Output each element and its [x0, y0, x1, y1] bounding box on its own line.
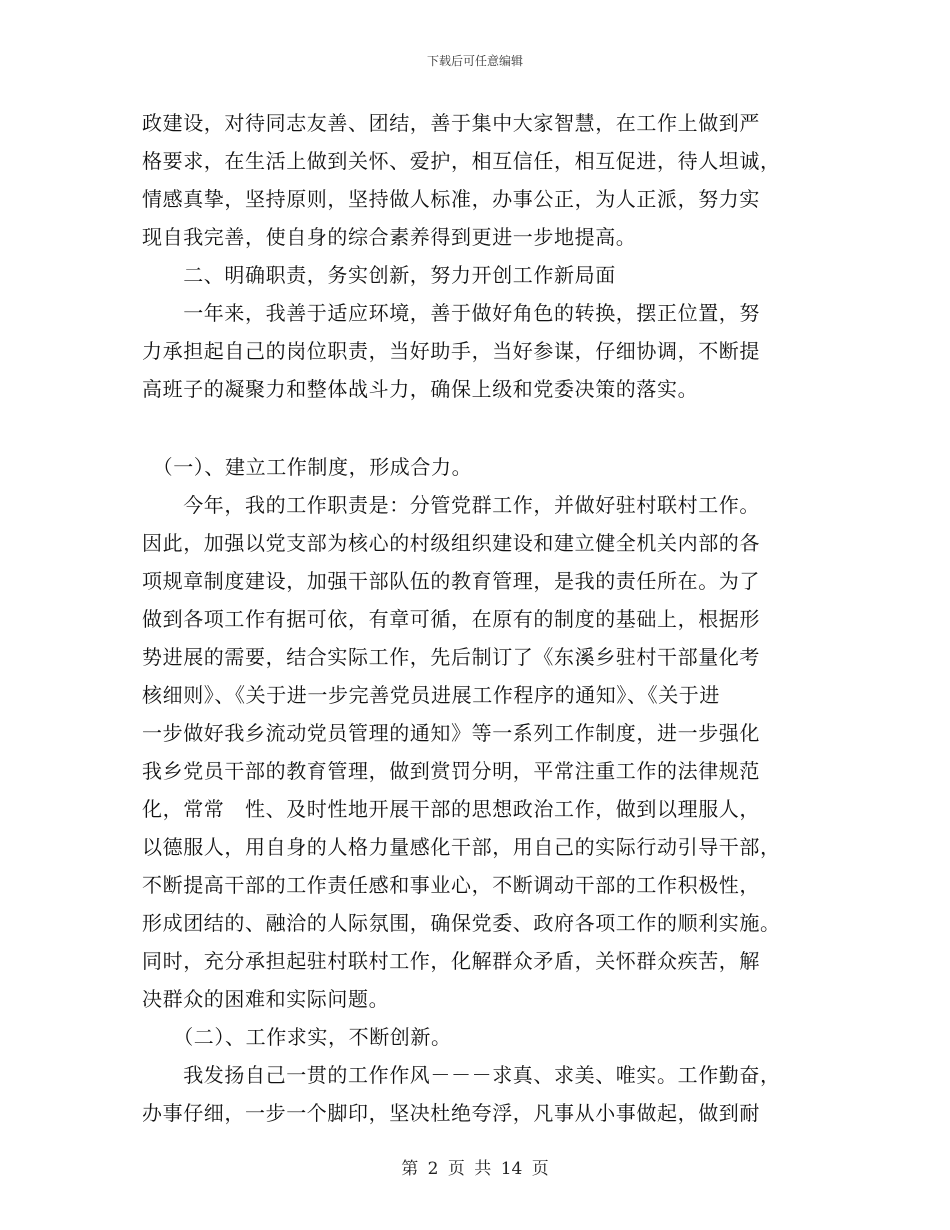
text-line: 办事仔细，一步一个脚印，坚决杜绝夸浮，凡事从小事做起，做到耐 — [142, 1101, 760, 1125]
text-line: 我发扬自己一贯的工作作风－－－求真、求美、唯实。工作勤奋， — [142, 1063, 781, 1087]
subsection-heading: （一）、建立工作制度，形成合力。 — [142, 455, 473, 479]
text-line: 同时，充分承担起驻村联村工作，化解群众矛盾，关怀群众疾苦，解 — [142, 949, 760, 973]
text-line: 一步做好我乡流动党员管理的通知》等一系列工作制度，进一步强化 — [142, 721, 760, 745]
text-line: 一年来，我善于适应环境，善于做好角色的转换，摆正位置，努 — [142, 301, 760, 325]
blank-line — [142, 408, 822, 448]
document-body — [142, 104, 822, 1132]
text-line: 形成团结的、融洽的人际氛围，确保党委、政府各项工作的顺利实施。 — [142, 911, 781, 935]
text-line: 格要求，在生活上做到关怀、爱护，相互信任，相互促进，待人坦诚， — [142, 149, 781, 173]
text-line: 决群众的困难和实际问题。 — [142, 987, 390, 1011]
text-line: 今年，我的工作职责是：分管党群工作，并做好驻村联村工作。 — [142, 493, 760, 517]
text-line: 因此，加强以党支部为核心的村级组织建设和建立健全机关内部的各 — [142, 531, 760, 555]
text-line: 高班子的凝聚力和整体战斗力，确保上级和党委决策的落实。 — [142, 377, 699, 401]
text-line: 现自我完善，使自身的综合素养得到更进一步地提高。 — [142, 225, 637, 249]
page-header: 下载后可任意编辑 — [426, 54, 523, 68]
text-line: 势进展的需要，结合实际工作，先后制订了《东溪乡驻村干部量化考 — [142, 645, 760, 669]
text-line: 以德服人，用自身的人格力量感化干部，用自己的实际行动引导干部， — [142, 835, 781, 859]
text-line: 我乡党员干部的教育管理，做到赏罚分明，平常注重工作的法律规范 — [142, 759, 760, 783]
text-line: 力承担起自己的岗位职责，当好助手，当好参谋，仔细协调，不断提 — [142, 339, 760, 363]
text-line: 不断提高干部的工作责任感和事业心，不断调动干部的工作积极性， — [142, 873, 760, 897]
text-line: 情感真挚，坚持原则，坚持做人标准，办事公正，为人正派，努力实 — [142, 187, 760, 211]
subsection-heading: （二）、工作求实，不断创新。 — [142, 1025, 452, 1049]
text-line: 政建设，对待同志友善、团结，善于集中大家智慧，在工作上做到严 — [142, 111, 760, 135]
text-line: 项规章制度建设，加强干部队伍的教育管理，是我的责任所在。为了 — [142, 569, 760, 593]
page-number-footer: 第 2 页 共 14 页 — [401, 1159, 549, 1179]
section-heading: 二、明确职责，务实创新，努力开创工作新局面 — [142, 263, 616, 287]
text-line: 化，常常 性、及时性地开展干部的思想政治工作，做到以理服人， — [142, 797, 760, 821]
text-line: 做到各项工作有据可依，有章可循，在原有的制度的基础上，根据形 — [142, 607, 760, 631]
text-line: 核细则》、《关于进一步完善党员进展工作程序的通知》、《关于进 — [142, 683, 720, 707]
